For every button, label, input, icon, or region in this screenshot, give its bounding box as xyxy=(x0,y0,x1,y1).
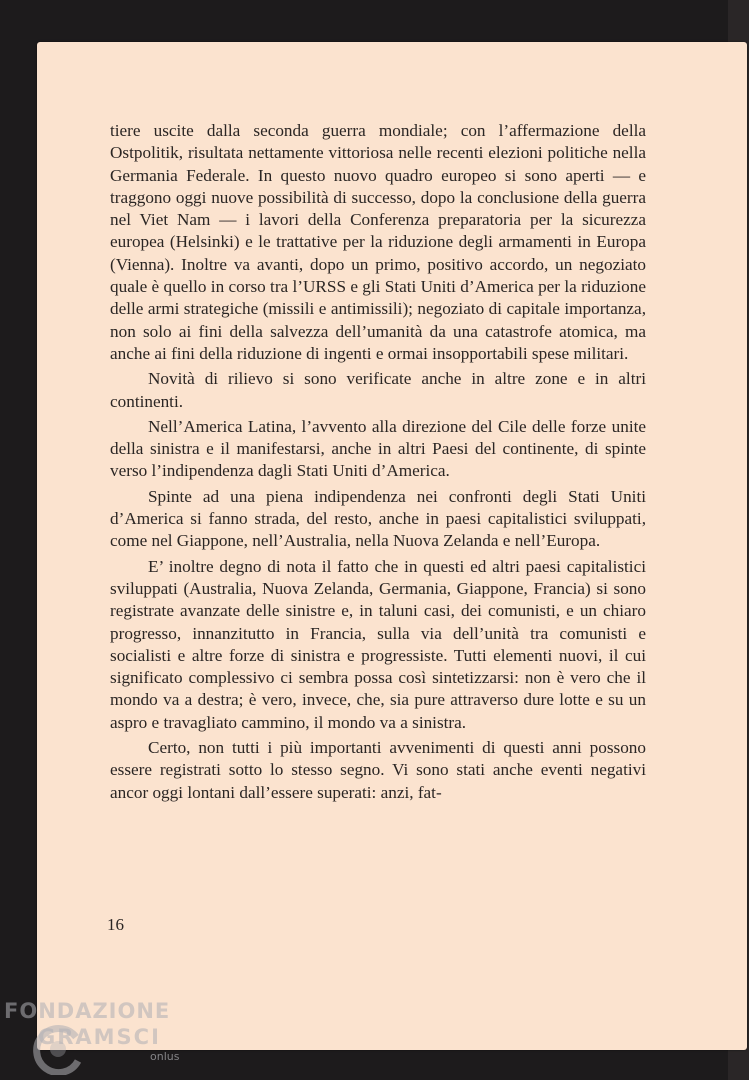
watermark-suffix: onlus xyxy=(150,1050,180,1063)
watermark-line-1: FONDAZIONE xyxy=(4,999,171,1023)
page-number: 16 xyxy=(107,915,124,934)
paragraph-1: tiere uscite dalla seconda guerra mondiale; con l’affermazione della Ostpolitik, risultata nettamente vittoriosa nelle recenti elezioni politiche nella Germania Federale. In questo nuovo quadro europeo si sono aperti — e traggono oggi nuove possibilità di successo, dopo la conclusione della guerra nel Viet Nam — i lavori della Conferenza preparatoria per la sicurezza europea (Helsinki) e le trattative per la riduzione degli armamenti in Europa (Vienna). Inoltre va avanti, dopo un primo, positivo accordo, un negoziato quale è quello in corso tra l’URSS e gli Stati Uniti d’America per la riduzione delle armi strategiche (missili e antimissili); negoziato di capitale importanza, non solo ai fini della salvezza dell’umanità da una catastrofe atomica, ma anche ai fini della riduzione di ingenti e ormai insopportabili spese militari. xyxy=(110,121,646,363)
paragraph-4: Spinte ad una piena indipendenza nei confronti degli Stati Uniti d’America si fanno strada, del resto, anche in paesi capitalistici sviluppati, come nel Giappone, nell’Australia, nella Nuova Zelanda e nell’Europa. xyxy=(110,486,646,551)
watermark-logo xyxy=(0,995,200,1080)
watermark-line-2: GRAMSCI xyxy=(38,1025,161,1049)
paragraph-5: E’ inoltre degno di nota il fatto che in questi ed altri paesi capitalistici sviluppati (Australia, Nuova Zelanda, Germania, Giappone, Francia) si sono registrate avanzate delle sinistre e, in taluni casi, dei comunisti, e un chiaro progresso, innanzitutto in Francia, sulla via dell’unità tra comunisti e socialisti e altre forze di sinistra e progressiste. Tutti elementi nuovi, il cui significato complessivo ci sembra possa così sintetizzarsi: non è vero che il mondo va a destra; è vero, invece, che, sia pure attraverso dure lotte e su un aspro e travagliato cammino, il mondo va a sinistra. xyxy=(110,556,646,732)
paragraph-3: Nell’America Latina, l’avvento alla direzione del Cile delle forze unite della sinistra e il manifestarsi, anche in altri Paesi del continente, di spinte verso l’indipendenza dagli Stati Uniti d’America. xyxy=(110,416,646,481)
page-body-text xyxy=(110,120,646,804)
paragraph-6: Certo, non tutti i più importanti avvenimenti di questi anni possono essere registrati sotto lo stesso segno. Vi sono stati anche eventi negativi ancor oggi lontani dall’essere superati: anzi, fat- xyxy=(110,738,646,802)
paragraph-2: Novità di rilievo si sono verificate anche in altre zone e in altri continenti. xyxy=(110,369,646,411)
